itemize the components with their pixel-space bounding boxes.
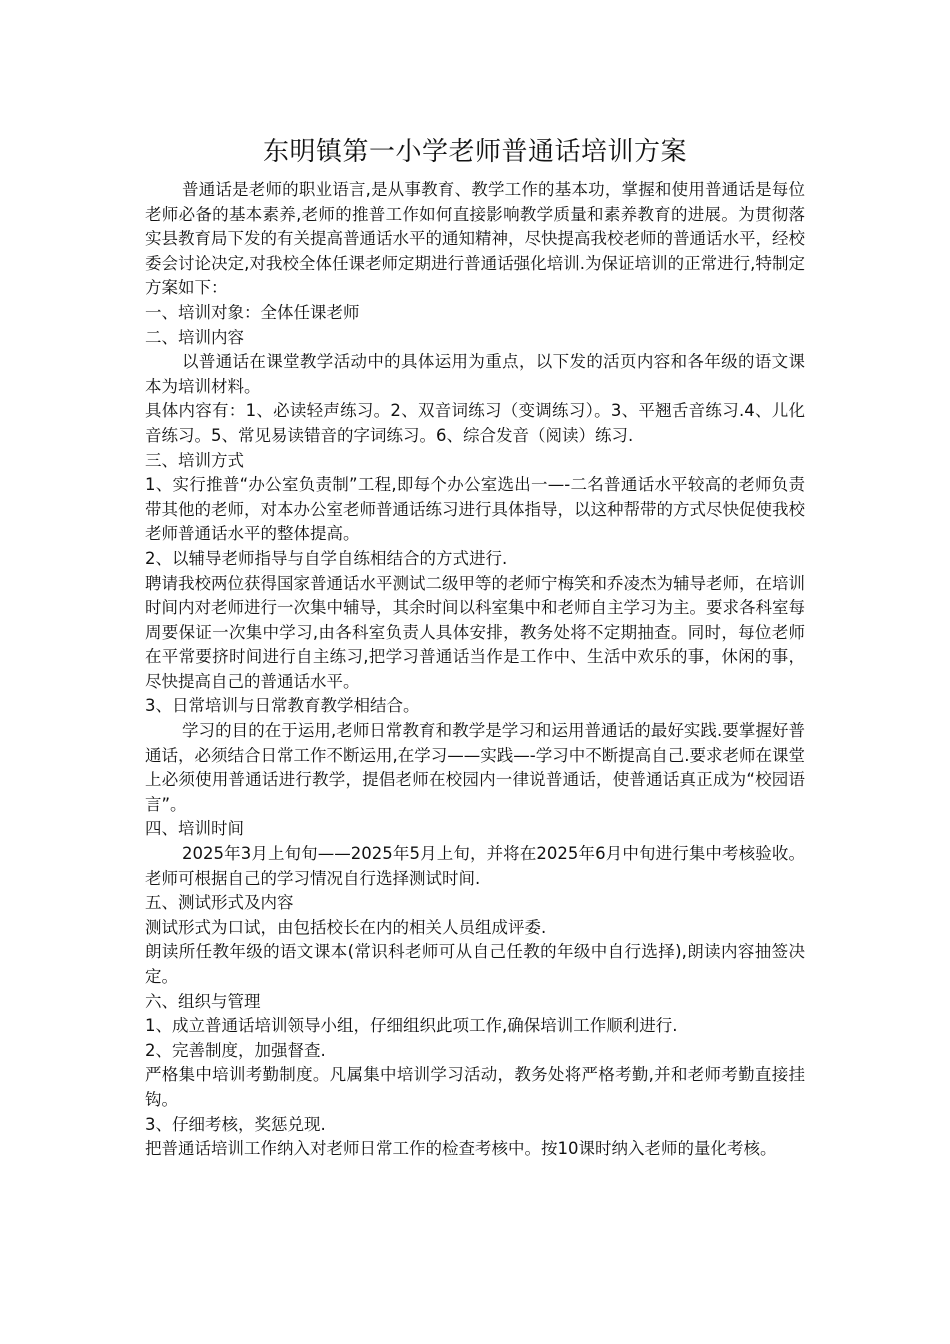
document-body <box>145 178 805 1162</box>
paragraph: 以普通话在课堂教学活动中的具体运用为重点，以下发的活页内容和各年级的语文课本为培训材料。 <box>145 352 805 396</box>
paragraph: 二、培训内容 <box>145 327 244 347</box>
paragraph: 3、日常培训与日常教育教学相结合。 <box>145 696 420 716</box>
paragraph: 1、成立普通话培训领导小组，仔细组织此项工作,确保培训工作顺利进行. <box>145 1016 678 1036</box>
paragraph: 四、培训时间 <box>145 819 244 839</box>
paragraph: 1、实行推普“办公室负责制”工程,即每个办公室选出一—-二名普通话水平较高的老师负责带其他的老师，对本办公室老师普通话练习进行具体指导，以这种帮带的方式尽快促使我校老师普通话水平的整体提高。 <box>145 475 805 544</box>
paragraph: 五、测试形式及内容 <box>145 893 294 913</box>
paragraph: 测试形式为口试，由包括校长在内的相关人员组成评委. <box>145 917 547 937</box>
paragraph: 普通话是老师的职业语言,是从事教育、教学工作的基本功，掌握和使用普通话是每位老师必备的基本素养,老师的推普工作如何直接影响教学质量和素养教育的进展。为贯彻落实县教育局下发的有关提高普通话水平的通知精神，尽快提高我校老师的普通话水平，经校委会讨论决定,对我校全体任课老师定期进行普通话强化培训.为保证培训的正常进行,特制定方案如下： <box>145 180 805 298</box>
document-page <box>145 132 805 1162</box>
paragraph: 聘请我校两位获得国家普通话水平测试二级甲等的老师宁梅笑和乔凌杰为辅导老师，在培训时间内对老师进行一次集中辅导，其余时间以科室集中和老师自主学习为主。要求各科室每周要保证一次集中学习,由各科室负责人具体安排，教务处将不定期抽查。同时，每位老师在平常要挤时间进行自主练习,把学习普通话当作是工作中、生活中欢乐的事，休闲的事，尽快提高自己的普通话水平。 <box>145 573 805 691</box>
paragraph: 2025年3月上旬旬——2025年5月上旬，并将在2025年6月中旬进行集中考核验收。老师可根据自己的学习情况自行选择测试时间. <box>145 844 805 888</box>
paragraph: 具体内容有：1、必读轻声练习。2、双音词练习（变调练习）。3、平翘舌音练习.4、儿化音练习。5、常见易读错音的字词练习。6、综合发音（阅读）练习. <box>145 401 805 445</box>
paragraph: 把普通话培训工作纳入对老师日常工作的检查考核中。按10课时纳入老师的量化考核。 <box>145 1139 777 1159</box>
document-title: 东明镇第一小学老师普通话培训方案 <box>262 137 687 167</box>
paragraph: 严格集中培训考勤制度。凡属集中培训学习活动，教务处将严格考勤,并和老师考勤直接挂钩。 <box>145 1065 805 1109</box>
paragraph: 2、完善制度，加强督查. <box>145 1040 326 1060</box>
paragraph: 朗读所任教年级的语文课本(常识科老师可从自己任教的年级中自行选择),朗读内容抽签决定。 <box>145 942 805 986</box>
paragraph: 3、仔细考核，奖惩兑现. <box>145 1114 326 1134</box>
paragraph: 一、培训对象：全体任课老师 <box>145 302 360 322</box>
paragraph: 学习的目的在于运用,老师日常教育和教学是学习和运用普通话的最好实践.要掌握好普通话，必须结合日常工作不断运用,在学习——实践—-学习中不断提高自己.要求老师在课堂上必须使用普通话进行教学，提倡老师在校园内一律说普通话，使普通话真正成为“校园语言”。 <box>145 721 805 814</box>
paragraph: 六、组织与管理 <box>145 991 261 1011</box>
paragraph: 三、培训方式 <box>145 450 244 470</box>
paragraph: 2、以辅导老师指导与自学自练相结合的方式进行. <box>145 548 508 568</box>
